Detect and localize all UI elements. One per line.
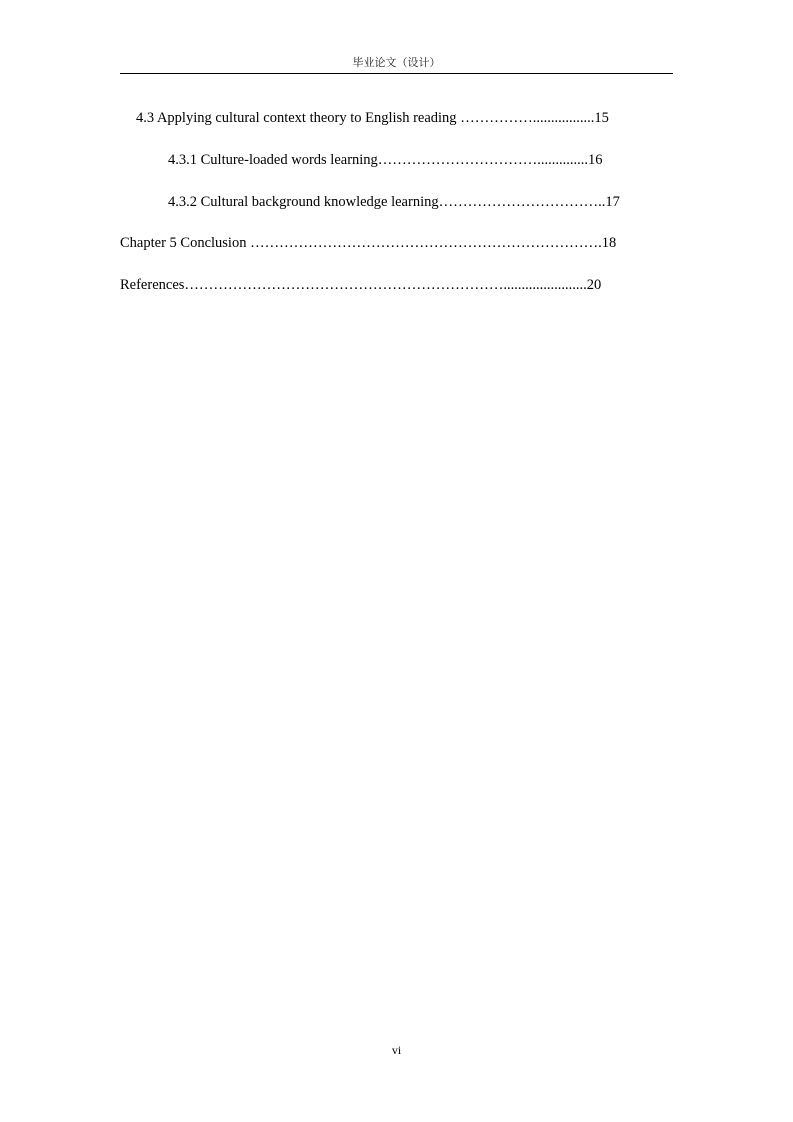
toc-entry-title: 4.3 Applying cultural context theory to English reading [136, 110, 461, 126]
toc-entry-leader: …………………………….. [438, 194, 606, 210]
toc-entry-leader: …………………………….............. [377, 152, 589, 168]
toc-entry-4-3-2[interactable] [168, 193, 620, 211]
page-number: vi [391, 1043, 402, 1057]
toc-entry-page: 16 [588, 152, 603, 168]
toc-entry-chapter-5[interactable] [120, 234, 616, 252]
toc-entry-page: 18 [601, 235, 617, 251]
toc-entry-leader: …………………………………………………………....................... [184, 277, 587, 293]
toc-entry-page: 20 [586, 277, 602, 293]
toc-entry-4-3-1[interactable] [168, 151, 603, 169]
toc-entry-title: 4.3.1 Culture-loaded words learning [168, 152, 378, 168]
toc-entry-references[interactable] [120, 276, 601, 294]
toc-entry-leader: ……………................. [460, 110, 595, 126]
page-header: 毕业论文（设计） [352, 56, 441, 69]
header-divider [120, 73, 673, 74]
toc-entry-4-3[interactable] [136, 109, 609, 127]
toc-entry-title: Chapter 5 Conclusion [120, 235, 251, 251]
toc-entry-leader: ………………………………………………………………. [250, 235, 602, 251]
toc-entry-title: References [120, 277, 185, 293]
toc-entry-page: 15 [594, 110, 609, 126]
toc-entry-title: 4.3.2 Cultural background knowledge learning [168, 194, 439, 210]
toc-entry-page: 17 [605, 194, 620, 210]
